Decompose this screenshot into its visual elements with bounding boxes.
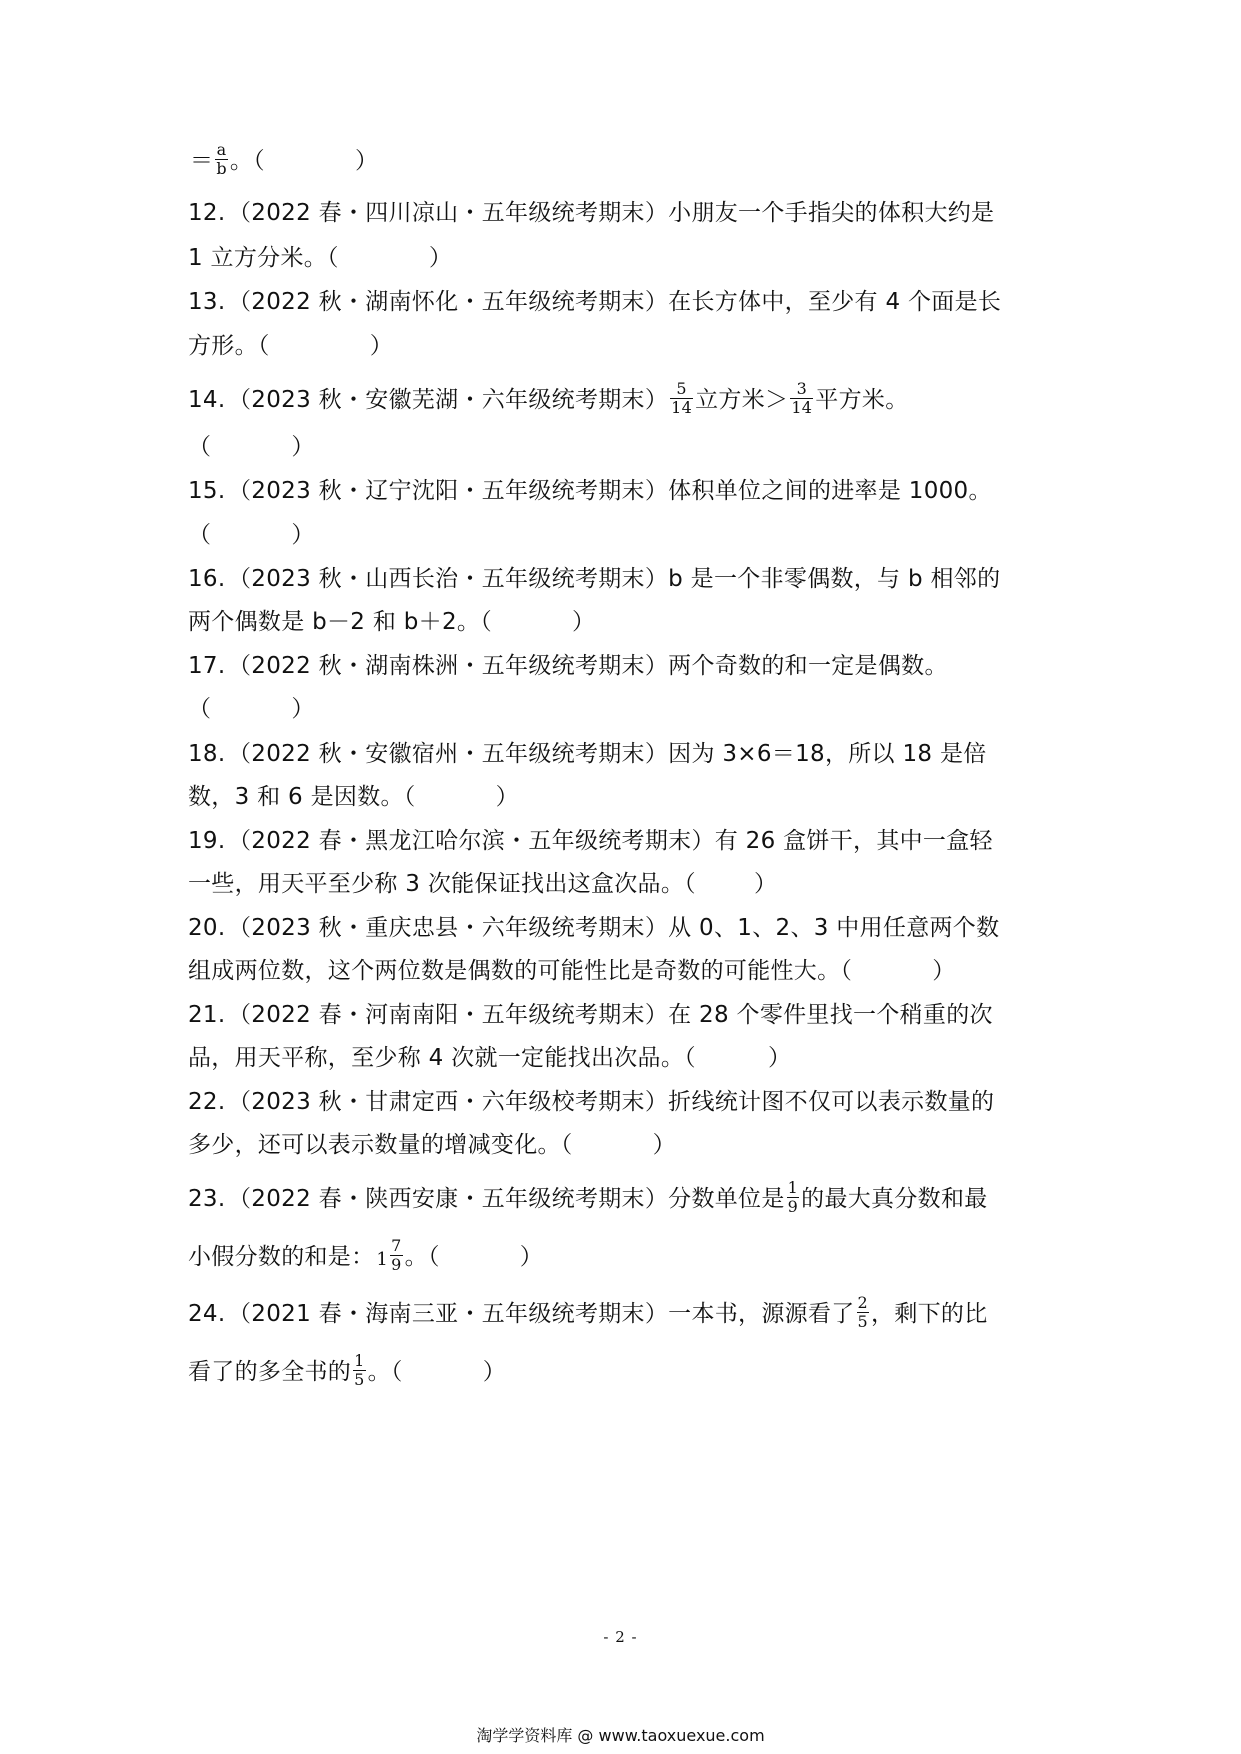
- q15-answer: （ ）: [188, 522, 315, 548]
- q16-line2: 两个偶数是 b－2 和 b＋2。（ ）: [188, 609, 596, 635]
- q23-line2: 小假分数的和是： 1 $\frac{7}{9}$ 。（ ）: [188, 1236, 544, 1274]
- q12-line2: 1 立方分米。（ ）: [188, 245, 453, 271]
- q24-fraction-1: $\frac{2}{5}$: [857, 1293, 869, 1331]
- q16-line1: 16. （2023 秋・山西长治・五年级统考期末）b 是一个非零偶数，与 b 相邻的: [188, 566, 1001, 592]
- q17-line1: 17. （2022 秋・湖南株洲・五年级统考期末）两个奇数的和一定是偶数。: [188, 653, 948, 679]
- q23-fraction-1: $\frac{1}{9}$: [787, 1178, 799, 1216]
- q22-line2: 多少，还可以表示数量的增减变化。（ ）: [188, 1132, 676, 1158]
- q13-line2: 方形。（ ）: [188, 333, 394, 359]
- q19-line1: 19. （2022 春・黑龙江哈尔滨・五年级统考期末）有 26 盒饼干，其中一盒轻: [188, 828, 993, 854]
- q14-answer: （ ）: [188, 434, 315, 460]
- footer-watermark: 淘学学资料库 @ www.taoxuexue.com: [476, 1726, 765, 1745]
- q17-answer: （ ）: [188, 696, 315, 722]
- q24-line1: 24. （2021 春・海南三亚・五年级统考期末）一本书，源源看了 $\frac{2}{5}$ ，剩下的比: [188, 1293, 988, 1331]
- page-number: - 2 -: [603, 1628, 638, 1646]
- q18-line2: 数，3 和 6 是因数。（ ）: [188, 784, 519, 810]
- q11-fraction: $\frac{a}{b}$: [216, 140, 227, 178]
- q11-tail: ＝ $\frac{a}{b}$ 。（ ）: [190, 140, 379, 178]
- q19-line2: 一些，用天平至少称 3 次能保证找出这盒次品。（ ）: [188, 871, 778, 897]
- q21-line2: 品，用天平称，至少称 4 次就一定能找出次品。（ ）: [188, 1045, 792, 1071]
- q24-fraction-2: $\frac{1}{5}$: [354, 1351, 365, 1389]
- q20-line2: 组成两位数，这个两位数是偶数的可能性比是奇数的可能性大。（ ）: [188, 958, 956, 984]
- q23-line1: 23. （2022 春・陕西安康・五年级统考期末）分数单位是 $\frac{1}{9}$ 的最大真分数和最: [188, 1178, 988, 1216]
- q18-line1: 18. （2022 秋・安徽宿州・五年级统考期末）因为 3×6＝18，所以 18 是倍: [188, 741, 987, 767]
- q22-line1: 22. （2023 秋・甘肃定西・六年级校考期末）折线统计图不仅可以表示数量的: [188, 1089, 995, 1115]
- q14-line1: 14. （2023 秋・安徽芜湖・六年级统考期末） $\frac{5}{14}$ 立方米＞ $\frac{3}{14}$ 平方米。: [188, 379, 909, 417]
- q13-line1: 13. （2022 秋・湖南怀化・五年级统考期末）在长方体中，至少有 4 个面是长: [188, 289, 1002, 315]
- q23-fraction-2: $\frac{7}{9}$: [391, 1236, 402, 1274]
- q14-fraction-1: $\frac{5}{14}$: [671, 379, 693, 417]
- q20-line1: 20. （2023 秋・重庆忠县・六年级统考期末）从 0、1、2、3 中用任意两个数: [188, 915, 1000, 941]
- q21-line1: 21. （2022 春・河南南阳・五年级统考期末）在 28 个零件里找一个稍重的次: [188, 1002, 993, 1028]
- q24-line2: 看了的多全书的 $\frac{1}{5}$ 。（ ）: [188, 1351, 507, 1389]
- q15-line1: 15. （2023 秋・辽宁沈阳・五年级统考期末）体积单位之间的进率是 1000。: [188, 478, 992, 504]
- q14-fraction-2: $\frac{3}{14}$: [791, 379, 813, 417]
- q12-line1: 12. （2022 春・四川凉山・五年级统考期末）小朋友一个手指尖的体积大约是: [188, 200, 995, 226]
